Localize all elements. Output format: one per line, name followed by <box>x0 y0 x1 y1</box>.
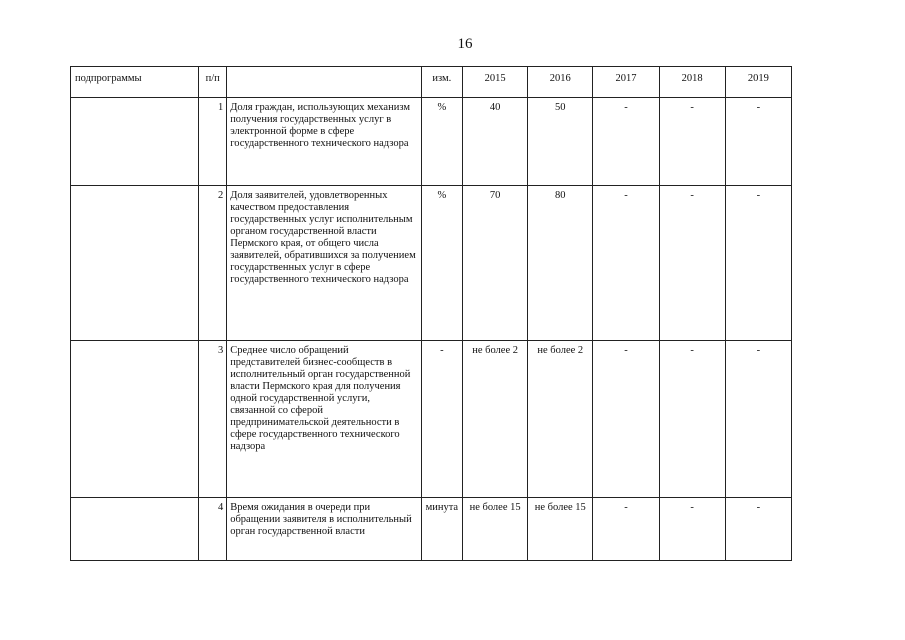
header-unit: изм. <box>421 67 462 98</box>
value-cell: - <box>593 341 659 498</box>
indicator-text: Доля заявителей, удовлетворенных качеством предоставления государственных услуг исполнительным органом государственной власти Пермского края, от общего числа заявителей, обратившихся за получением государственных услуг в сфере государственного технического надзора <box>227 186 421 341</box>
value-cell: 80 <box>528 186 593 341</box>
indicator-text: Доля граждан, использующих механизм получения государственных услуг в электронной форме в сфере государственного технического надзора <box>227 98 421 186</box>
table-row <box>71 186 792 341</box>
header-year: 2015 <box>463 67 528 98</box>
value-cell: не более 15 <box>463 498 528 561</box>
row-number: 2 <box>199 186 227 341</box>
unit-cell: % <box>421 186 462 341</box>
value-cell: не более 15 <box>528 498 593 561</box>
value-cell: - <box>593 498 659 561</box>
unit-cell: - <box>421 341 462 498</box>
table-row <box>71 98 792 186</box>
page-number: 16 <box>457 36 473 52</box>
indicator-text: Время ожидания в очереди при обращении заявителя в исполнительный орган государственной власти <box>227 498 421 561</box>
table-row <box>71 341 792 498</box>
header-year: 2018 <box>659 67 725 98</box>
row-number: 1 <box>199 98 227 186</box>
indicator-text: Среднее число обращений представителей бизнес-сообществ в исполнительный орган государственной власти Пермского края для получения одной государственной услуги, связанной со сферой предпринимательской деятельности в сфере государственного технического надзора <box>227 341 421 498</box>
row-number: 3 <box>199 341 227 498</box>
indicators-table <box>70 66 792 561</box>
value-cell: 40 <box>463 98 528 186</box>
header-year: 2017 <box>593 67 659 98</box>
header-subprogram: подпрограммы <box>71 67 199 98</box>
subprogram-cell <box>71 341 199 498</box>
subprogram-cell <box>71 498 199 561</box>
unit-cell: минута <box>421 498 462 561</box>
value-cell: - <box>659 341 725 498</box>
value-cell: - <box>659 186 725 341</box>
row-number: 4 <box>199 498 227 561</box>
header-year: 2016 <box>528 67 593 98</box>
value-cell: - <box>725 186 791 341</box>
value-cell: 70 <box>463 186 528 341</box>
header-year: 2019 <box>725 67 791 98</box>
value-cell: 50 <box>528 98 593 186</box>
table-row <box>71 498 792 561</box>
value-cell: не более 2 <box>528 341 593 498</box>
subprogram-cell <box>71 98 199 186</box>
value-cell: - <box>725 98 791 186</box>
value-cell: - <box>593 186 659 341</box>
value-cell: - <box>725 498 791 561</box>
value-cell: - <box>725 341 791 498</box>
value-cell: - <box>659 98 725 186</box>
header-num: п/п <box>199 67 227 98</box>
subprogram-cell <box>71 186 199 341</box>
value-cell: - <box>593 98 659 186</box>
value-cell: - <box>659 498 725 561</box>
header-indicator <box>227 67 421 98</box>
value-cell: не более 2 <box>463 341 528 498</box>
table-header-row <box>71 67 792 98</box>
unit-cell: % <box>421 98 462 186</box>
